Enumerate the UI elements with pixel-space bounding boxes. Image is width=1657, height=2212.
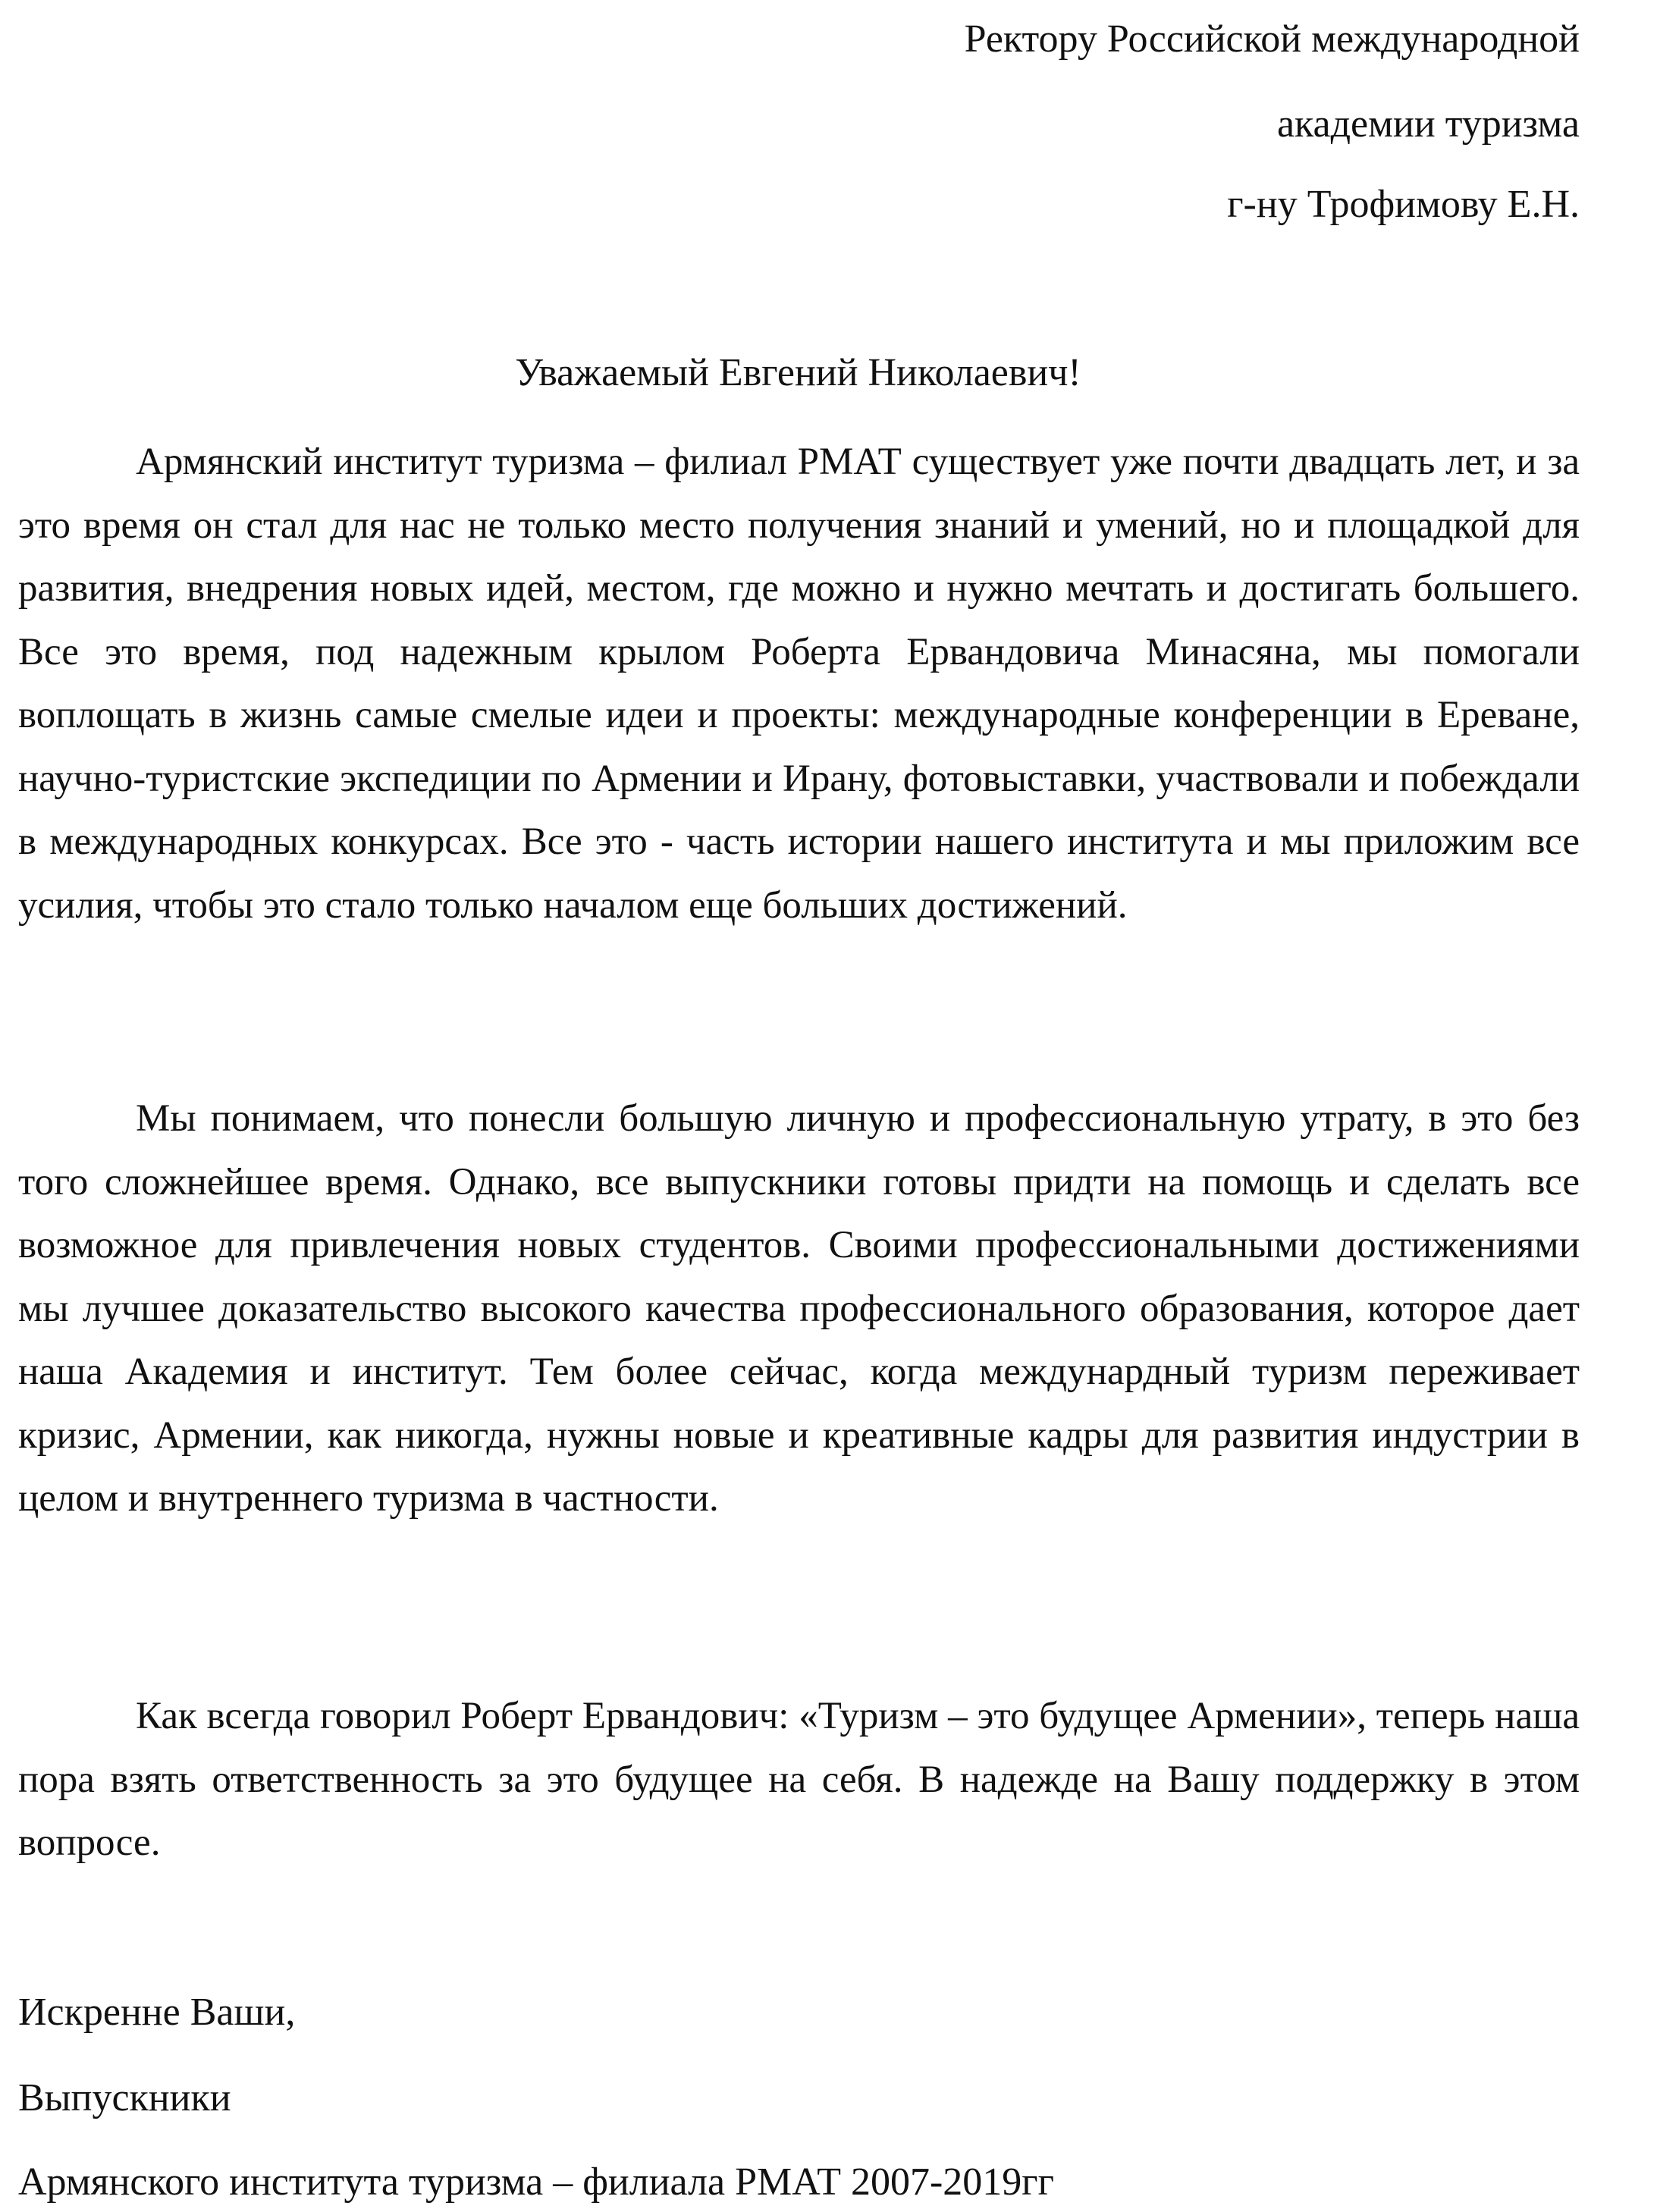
body-paragraph-1: Армянский институт туризма – филиал РМАТ существует уже почти двадцать лет, и за это время он стал для нас не только место получения знаний и умений, но и площадкой для развития, внедрения новых идей, местом, где можно и нужно мечтать и достигать большего. Все это время, под надежным крылом Роберта Ервандовича Минасяна, мы помогали воплощать в жизнь самые смелые идеи и проекты: международные конференции в Ереване, научно-туристские экспедиции по Армении и Ирану, фотовыставки, участвовали и побеждали в международных конкурсах. Все это - часть истории нашего института и мы приложим все усилия, чтобы это стало только началом еще больших достижений.	[18, 441, 1580, 927]
salutation-text: Уважаемый Евгений Николаевич!	[515, 351, 1081, 394]
closing-line-3: Армянского института туризма – филиала РМАТ 2007-2019гг	[18, 2160, 1054, 2204]
addressee-line-3: г-ну Трофимову Е.Н.	[1227, 183, 1580, 226]
addressee-line-2: академии туризма	[1276, 102, 1580, 146]
closing-line-1: Искренне Ваши,	[18, 1991, 296, 2034]
body-paragraph-3: Как всегда говорил Роберт Ервандович: «Туризм – это будущее Армении», теперь наша пора взять ответственность за это будущее на себя. В надежде на Вашу поддержку в этом вопросе.	[18, 1695, 1580, 1864]
addressee-line-1: Ректору Российской международной	[964, 17, 1580, 61]
closing-line-2: Выпускники	[18, 2076, 231, 2119]
salutation	[0, 350, 1657, 396]
body-paragraph-2: Мы понимаем, что понесли большую личную и профессиональную утрату, в это без того сложнейшее время. Однако, все выпускники готовы придти на помощь и сделать все возможное для привлечения новых студентов. Своими профессиональными достижениями мы лучшее доказательство высокого качества профессионального образования, которое дает наша Академия и институт. Тем более сейчас, когда междунардный туризм переживает кризис, Армении, как никогда, нужны новые и креативные кадры для развития индустрии в целом и внутреннего туризма в частности.	[18, 1097, 1580, 1520]
